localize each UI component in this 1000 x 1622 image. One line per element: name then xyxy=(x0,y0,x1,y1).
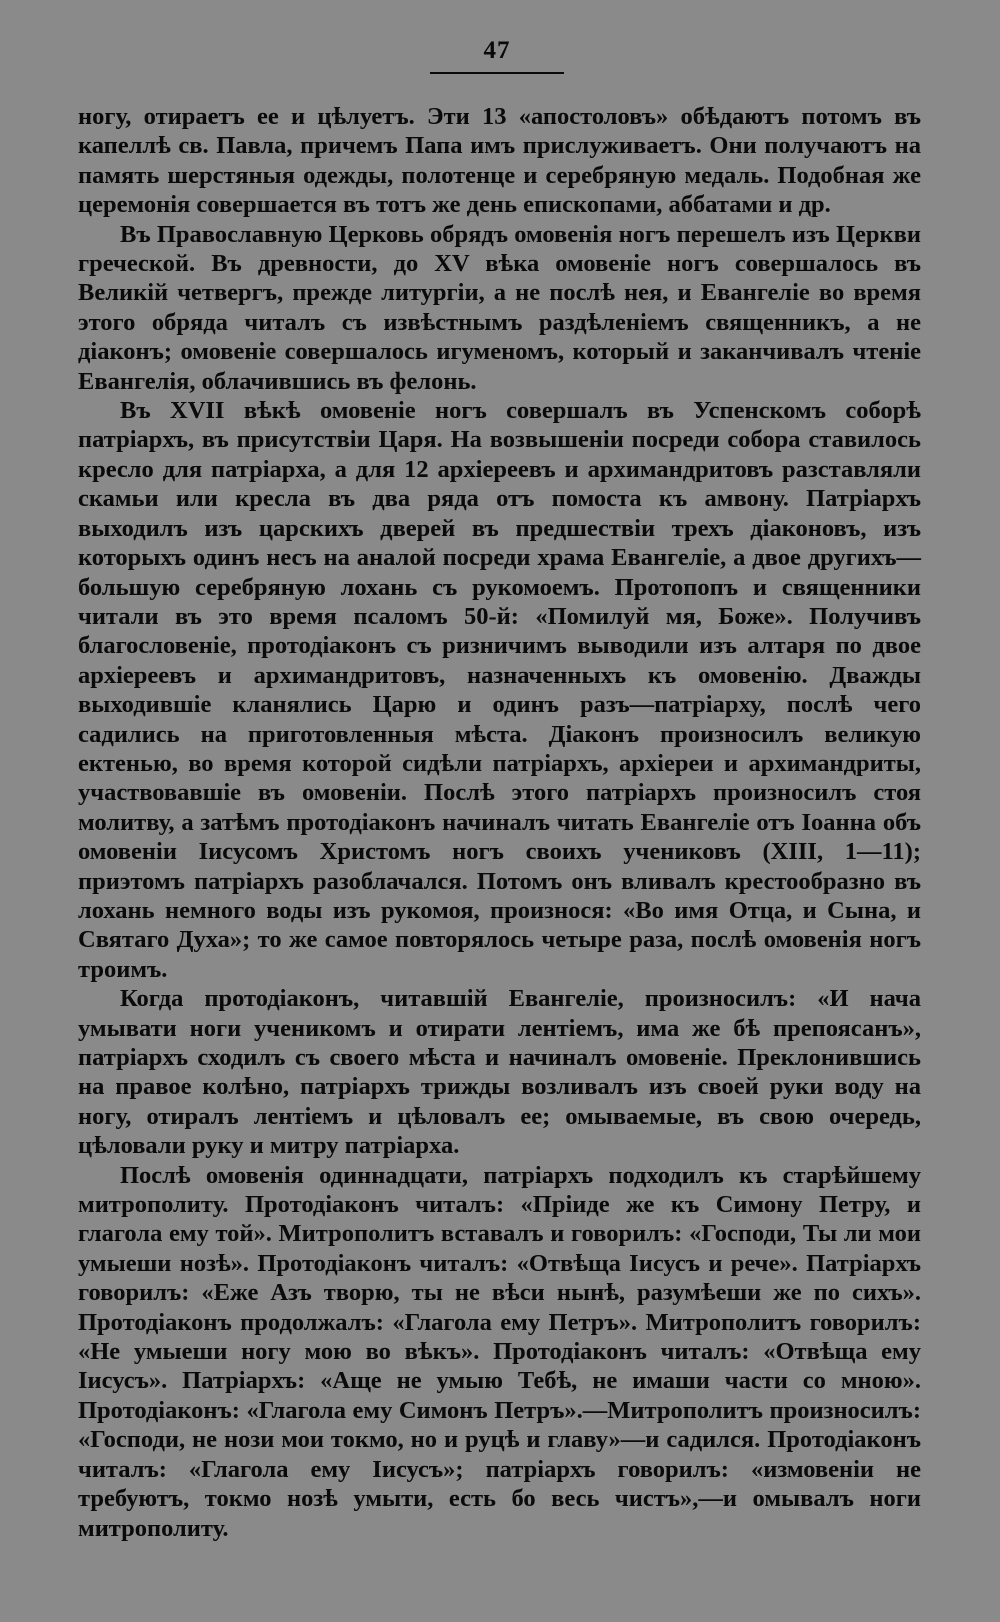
paragraph-dialogue: Послѣ омовенія одиннадцати, патріархъ подходилъ къ старѣйшему митрополиту. Протодіаконъ читалъ: «Пріиде же къ Симону Петру, и глагола ему той». Митрополитъ вставалъ и говорилъ: «Господи, Ты ли мои умыеши нозѣ». Протодіаконъ читалъ: «Отвѣща Іисусъ и рече». Патріархъ говорилъ: «Еже Азъ творю, ты не вѣси нынѣ, разумѣеши же по сихъ». Протодіаконъ продолжалъ: «Глагола ему Петръ». Митрополитъ говорилъ: «Не умыеши ногу мою во вѣкъ». Протодіаконъ читалъ: «Отвѣща ему Іисусъ». Патріархъ: «Аще не умыю Тебѣ, не имаши части со мною». Протодіаконъ: «Глагола ему Симонъ Петръ».—Митрополитъ произносилъ: «Господи, не нози мои токмо, но и руцѣ и главу»—и садился. Протодіаконъ читалъ: «Глагола ему Іисусъ»; патріархъ говорилъ: «измовеніи не требуютъ, токмо нозѣ умыти, есть бо весь чистъ»,—и омывалъ ноги митрополиту. xyxy=(78,1161,921,1542)
paragraph-continued: ногу, отираетъ ее и цѣлуетъ. Эти 13 «апостоловъ» обѣдаютъ потомъ въ капеллѣ св. Павла, причемъ Папа имъ прислуживаетъ. Они получаютъ на память шерстяныя одежды, полотенце и серебряную медаль. Подобная же церемонія совершается въ тотъ же день епископами, аббатами и др. xyxy=(78,103,921,219)
paragraph-washing: Когда протодіаконъ, читавшій Евангеліе, произносилъ: «И нача умывати ноги ученикомъ и отирати лентіемъ, има же бѣ препоясанъ», патріархъ сходилъ съ своего мѣста и начиналъ омовеніе. Преклонившись на правое колѣно, патріархъ трижды возливалъ изъ своей руки воду на ногу, отиралъ лентіемъ и цѣловалъ ее; омываемые, въ свою очередь, цѣловали руку и митру патріарха. xyxy=(78,985,921,1160)
page-header xyxy=(430,36,564,74)
body-text xyxy=(78,102,921,1543)
page-number: 47 xyxy=(483,37,511,64)
paragraph-seventeenth-century: Въ XVII вѣкѣ омовеніе ногъ совершалъ въ Успенскомъ соборѣ патріархъ, въ присутствіи Царя. На возвышеніи посреди собора ставилось кресло для патріарха, а для 12 архіереевъ и архимандритовъ разставляли скамьи или кресла въ два ряда отъ помоста къ амвону. Патріархъ выходилъ изъ царскихъ дверей въ предшествіи трехъ діаконовъ, изъ которыхъ одинъ несъ на аналой посреди храма Евангеліе, а двое другихъ—большую серебряную лохань съ рукомоемъ. Протопопъ и священники читали въ это время псаломъ 50-й: «Помилуй мя, Боже». Получивъ благословеніе, протодіаконъ съ ризничимъ выводили изъ алтаря по двое архіереевъ и архимандритовъ, назначенныхъ къ омовенію. Дважды выходившіе кланялись Царю и одинъ разъ—патріарху, послѣ чего садились на приготовленныя мѣста. Діаконъ произносилъ великую ектенью, во время которой сидѣли патріархъ, архіереи и архимандриты, участвовавшіе въ омовеніи. Послѣ этого патріархъ произносилъ стоя молитву, а затѣмъ протодіаконъ начиналъ читать Евангеліе отъ Іоанна объ омовеніи Іисусомъ Христомъ ногъ своихъ учениковъ (XIII, 1—11); приэтомъ патріархъ разоблачался. Потомъ онъ вливалъ крестообразно въ лохань немного воды изъ рукомоя, произнося: «Во имя Отца, и Сына, и Святаго Духа»; то же самое повторялось четыре раза, послѣ омовенія ногъ троимъ. xyxy=(78,397,921,983)
header-rule xyxy=(430,72,564,74)
paragraph-orthodox-rite: Въ Православную Церковь обрядъ омовенія ногъ перешелъ изъ Церкви греческой. Въ древности, до XV вѣка омовеніе ногъ совершалось въ Великій четвергъ, прежде литургіи, а не послѣ нея, и Евангеліе во время этого обряда читалъ съ извѣстнымъ раздѣленіемъ священникъ, а не діаконъ; омовеніе совершалось игуменомъ, который и заканчивалъ чтеніе Евангелія, облачившись въ фелонь. xyxy=(78,220,921,395)
